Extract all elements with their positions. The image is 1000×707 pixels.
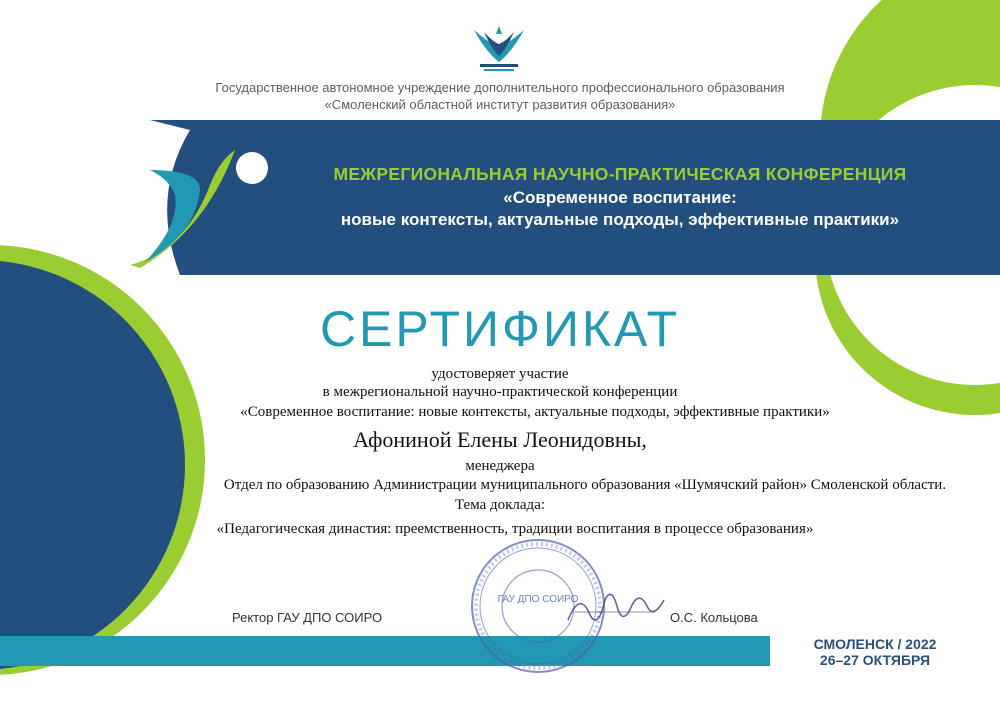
signature: [560, 570, 670, 640]
conference-full-name: «Современное воспитание: новые контексты, актуальные подходы, эффективные практики»: [240, 404, 830, 420]
recipient-name: Афониной Елены Леонидовны,: [353, 427, 647, 452]
institute-logo: [466, 22, 532, 78]
rector-name: О.С. Кольцова: [670, 610, 758, 625]
rector-title: Ректор ГАУ ДПО СОИРО: [232, 610, 383, 625]
topic-label: Тема доклада:: [454, 497, 546, 513]
conference-name-line-1: «Современное воспитание:: [503, 188, 737, 207]
teal-bottom-bar: [0, 636, 770, 666]
banner-dot: [236, 152, 268, 184]
city-year: СМОЛЕНСК / 2022: [813, 636, 937, 652]
recipient-position: менеджера: [465, 458, 535, 474]
navy-circle-left: [0, 260, 185, 670]
conference-name-line-2: новые контексты, актуальные подходы, эффективные практики»: [340, 210, 900, 229]
organization-line-1: Государственное автономное учреждение дополнительного профессионального образования: [215, 80, 785, 95]
conference-type: МЕЖРЕГИОНАЛЬНАЯ НАУЧНО-ПРАКТИЧЕСКАЯ КОНФЕРЕНЦИЯ: [333, 164, 907, 184]
recipient-organization: Отдел по образованию Администрации муниципального образования «Шумячский район» Смоленской области.: [223, 477, 947, 493]
certifies-text: удостоверяет участие: [431, 366, 569, 382]
conference-kind-text: в межрегиональной научно-практической конференции: [322, 384, 678, 400]
conference-dates: 26–27 ОКТЯБРЯ: [819, 652, 931, 668]
certificate-title: СЕРТИФИКАТ: [319, 301, 681, 357]
stamp-text: ГАУ ДПО СОИРО: [497, 594, 579, 605]
report-topic: «Педагогическая династия: преемственность, традиции воспитания в процессе образования»: [216, 521, 814, 537]
organization-line-2: «Смоленский областной институт развития образования»: [324, 97, 676, 112]
